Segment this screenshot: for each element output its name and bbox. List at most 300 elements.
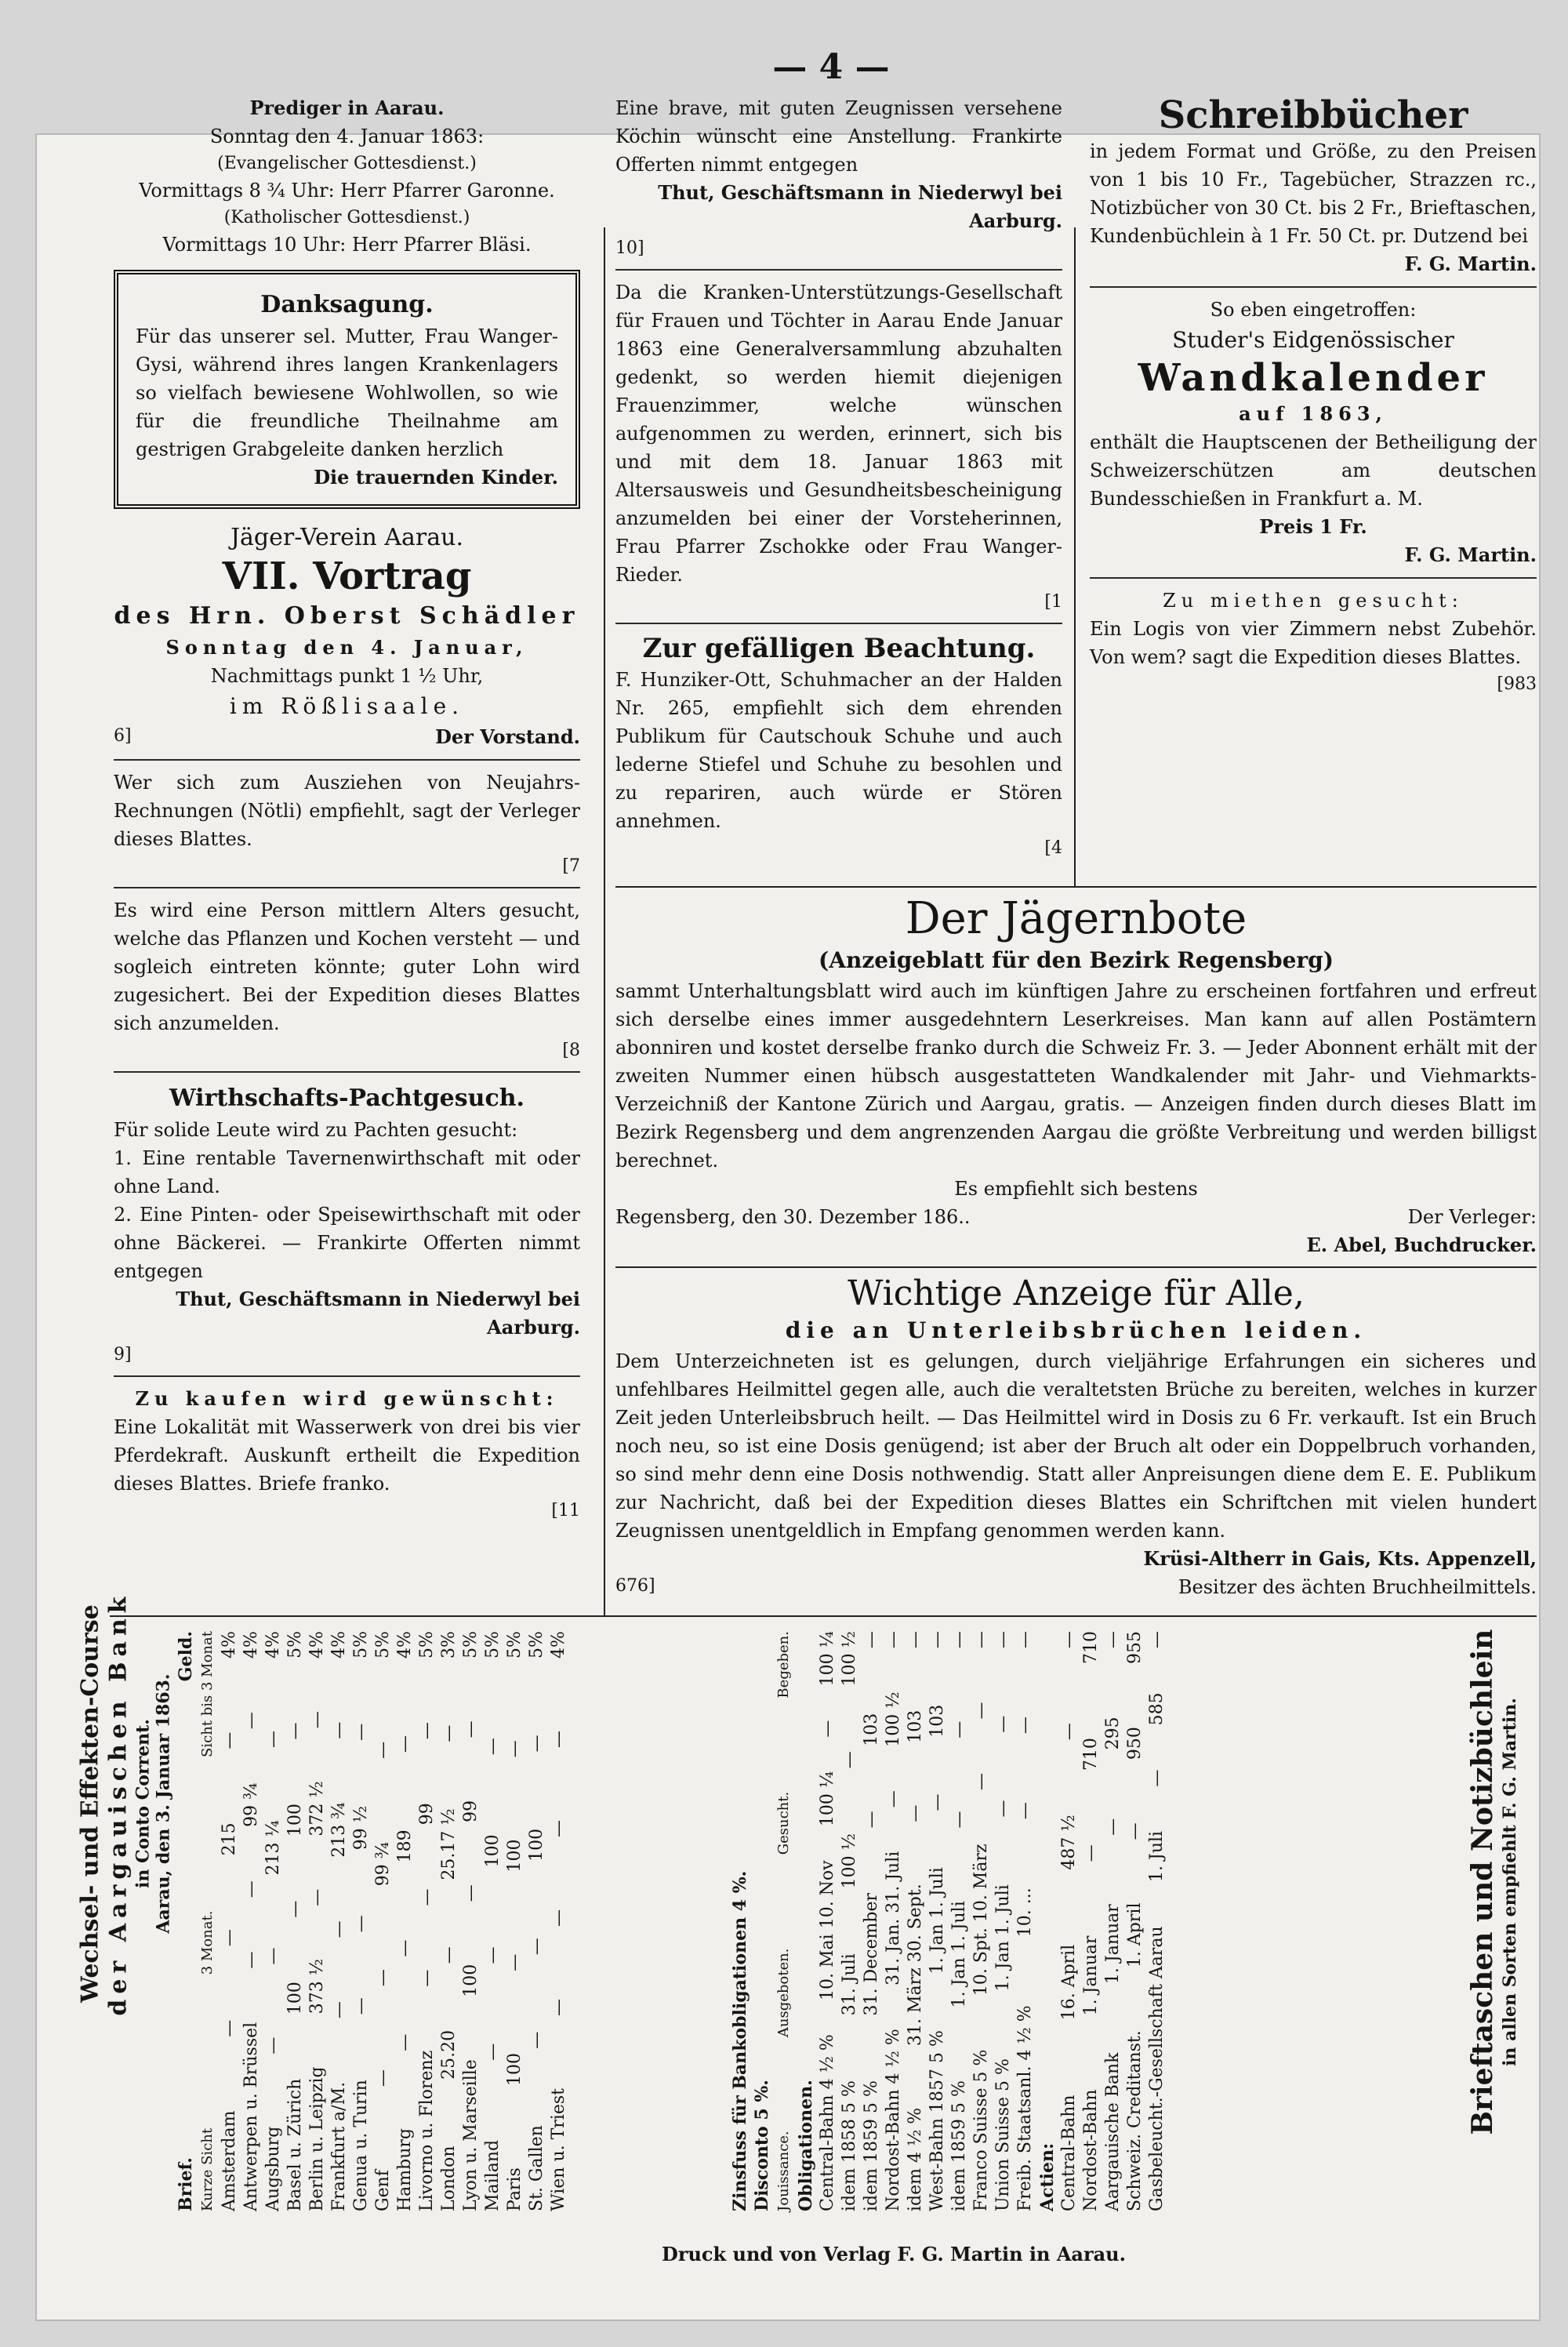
jaegerbote-ad	[615, 894, 1537, 1259]
rate-row-rate: 5%	[527, 1631, 546, 1659]
rate-row-brief_kurz: 100	[285, 1982, 305, 2015]
rate-row	[241, 1631, 263, 2211]
rate-row-place: London	[439, 2145, 459, 2211]
oblig-row-ges: —	[1015, 1717, 1035, 1735]
divider	[1090, 577, 1537, 579]
ad-number: 10]	[615, 238, 644, 258]
exchange-title: Wechsel- und Effekten-Course	[76, 1604, 104, 2003]
rate-row-brief_kurz: 25.20	[439, 2029, 459, 2080]
ad-number: 676]	[615, 1575, 655, 1596]
oblig-head-ges: Gesucht.	[775, 1791, 792, 1855]
rate-row-geld_3m: —	[373, 1741, 393, 1759]
actien-row-jouis: 1. Juli	[1147, 1830, 1167, 1882]
rate-row-rate: 4%	[220, 1631, 239, 1659]
actien-row-name: Schweiz. Creditanst.	[1125, 2030, 1145, 2211]
oblig-row-aus: —	[993, 1800, 1013, 1818]
rate-row-brief_3m: —	[483, 1946, 503, 1964]
rate-row-geld_sicht: 213 ¾	[329, 1802, 349, 1858]
calendar-sign: F. G. Martin.	[1404, 543, 1537, 567]
rate-row-rate: 4%	[549, 1631, 568, 1659]
sermon-title: Prediger in Aarau.	[249, 96, 445, 119]
jaegerbote-place-date: Regensberg, den 30. Dezember 186..	[615, 1206, 971, 1229]
buy-title: Zu kaufen wird gewünscht:	[135, 1387, 559, 1411]
rate-row-brief_kurz: —	[373, 2069, 393, 2087]
actien-row-ges: 295	[1103, 1717, 1123, 1750]
actien-row-name: Central-Bahn	[1059, 2094, 1079, 2211]
oblig-row	[905, 1631, 927, 2211]
rate-row-geld_3m: —	[329, 1721, 349, 1739]
rupture-sign: Krüsi-Altherr in Gais, Kts. Appenzell,	[1143, 1546, 1537, 1570]
rate-row-rate: 5%	[505, 1631, 524, 1659]
discount-rate: Disconto 5 %.	[752, 2080, 772, 2211]
ad-number: 9]	[114, 1345, 132, 1365]
exchange-date: Aarau, den 3. Januar 1863.	[154, 1673, 174, 1934]
rate-row-geld_sicht: 100	[285, 1804, 305, 1837]
oblig-row-name: idem 1859 5 %	[862, 2080, 881, 2211]
side-ad-sub: in allen Sorten empfiehlt	[1500, 1825, 1521, 2066]
rate-row-brief_kurz: —	[220, 2019, 239, 2037]
oblig-row-jouis: 31. December	[862, 1893, 881, 2016]
pacht-item-1: 1. Eine rentable Tavernenwirthschaft mit oder ohne Land.	[114, 1147, 580, 1198]
calendar-text: enthält die Hauptscenen der Betheiligung der Schweizerschützen am deutschen Bundesschießen in Frankfurt a. M.	[1090, 431, 1537, 510]
rate-row-geld_3m: —	[549, 1730, 568, 1748]
oblig-row-aus: —	[949, 1811, 969, 1829]
rate-row-place: Antwerpen u. Brüssel	[241, 2022, 261, 2211]
oblig-row-ges: 103	[862, 1713, 881, 1746]
section-rule	[615, 886, 1537, 888]
actien-title: Actien:	[1037, 2142, 1058, 2211]
oblig-row-jouis: 10. Spt. 10. März	[971, 1844, 991, 1996]
calendar-title: Wandkalender	[1138, 356, 1489, 401]
rate-row-geld_3m: —	[505, 1740, 524, 1758]
rate-row-place: Genf	[373, 2170, 393, 2211]
side-ad	[1466, 1629, 1521, 2135]
rate-row	[219, 1631, 241, 2211]
actien-row	[1102, 1631, 1124, 2211]
oblig-row-jouis: 10. Mai 10. Nov	[818, 1860, 837, 2000]
rate-row-geld_3m: —	[263, 1731, 283, 1749]
rate-row-brief_3m: —	[549, 1909, 568, 1927]
rate-row-geld_sicht: 99	[417, 1803, 437, 1826]
rate-row-brief_kurz: —	[417, 1969, 437, 1987]
rate-row-geld_3m: —	[351, 1723, 371, 1741]
pacht-intro: Für solide Leute wird zu Pachten gesucht:	[114, 1119, 518, 1142]
exchange-rate-table	[175, 1631, 570, 2211]
rent-title: Zu miethen gesucht:	[1163, 590, 1464, 612]
lecture-title: VII. Vortrag	[222, 554, 472, 598]
calendar-sub: Studer's Eidgenössischer	[1172, 327, 1454, 354]
rate-row-geld_3m: —	[527, 1735, 546, 1753]
rate-row-place: Mailand	[483, 2139, 503, 2211]
geld-label: Geld.	[176, 1631, 196, 1682]
rate-row-brief_3m: —	[373, 1969, 393, 1987]
rate-row-brief_3m: —	[263, 1947, 283, 1965]
rupture-ad	[615, 1274, 1537, 1601]
oblig-row-beg: 100 ½	[840, 1631, 859, 1687]
rate-row-rate: 5%	[373, 1631, 393, 1659]
actien-row-name: Gasbeleucht.-Gesellschaft Aarau	[1147, 1926, 1167, 2211]
oblig-row	[839, 1631, 861, 2211]
rate-row-geld_sicht: 100	[527, 1828, 546, 1862]
rate-row	[548, 1631, 570, 2211]
jaegerbote-title: Der Jägernbote	[905, 893, 1247, 944]
oblig-row	[927, 1631, 949, 2211]
actien-row-beg: —	[1059, 1631, 1079, 1649]
pacht-sign: Thut, Geschäftsmann in Niederwyl bei Aarburg.	[176, 1288, 580, 1339]
section-rule	[110, 1615, 1537, 1617]
side-ad-sign: F. G. Martin.	[1500, 1698, 1521, 1819]
actien-row-jouis: 1. Januar	[1081, 1935, 1101, 2016]
cook-sign: Thut, Geschäftsmann in Niederwyl bei Aarburg.	[658, 181, 1062, 232]
thanks-text: Für das unserer sel. Mutter, Frau Wanger-Gysi, während ihres langen Krankenlagers so vielfach bewiesene Wohlwollen, so wie für die freundliche Theilnahme am gestrigen Grabgeleite danken herzlich	[136, 325, 558, 460]
column-rule	[1074, 227, 1076, 886]
rate-row-place: Wien u. Triest	[549, 2088, 568, 2211]
rate-row	[416, 1631, 438, 2211]
oblig-row-ges: 100 ½	[884, 1691, 903, 1747]
cook-text: Eine brave, mit guten Zeugnissen versehene Köchin wünscht eine Anstellung. Frankirte Offerten nimmt entgegen	[615, 97, 1062, 176]
ad-number: [983	[1497, 674, 1537, 695]
actien-row-aus: —	[1125, 1822, 1145, 1840]
oblig-row-beg: —	[993, 1631, 1013, 1649]
rate-row-brief_3m: —	[285, 1900, 305, 1918]
rupture-text: Dem Unterzeichneten ist es gelungen, durch vieljährige Erfahrungen ein sicheres und unfehlbares Heilmittel gegen alle, auch die veraltetsten Brüche zu bereiten, welches in kurzer Zeit jeden Unterleibsbruch heilt. — Das Heilmittel wird in Dosis zu 6 Fr. verkauft. Ist ein Bruch noch neu, so ist eine Dosis genügend; ist aber der Bruch alt oder ein Doppelbruch vorhanden, so sind mehr denn eine Dosis nothwendig. Statt aller Anpreisungen diene dem E. E. Publikum zur Nachricht, daß bei der Expedition dieses Blattes ein Schriftchen mit vielen hundert Zeugnissen unentgeldlich in Empfang genommen werden kann.	[615, 1350, 1537, 1542]
rate-row-geld_3m: —	[395, 1735, 415, 1753]
oblig-row-beg: —	[862, 1631, 881, 1649]
sermon-kath-time: Vormittags 10 Uhr: Herr Pfarrer Bläsi.	[162, 234, 532, 256]
rate-row	[372, 1631, 394, 2211]
divider	[114, 887, 580, 888]
rate-row-brief_kurz: —	[351, 1997, 371, 2015]
oblig-row-aus: —	[971, 1772, 991, 1790]
oblig-row-jouis: 31. Jan. 31. Juli	[884, 1851, 903, 1986]
rate-row-place: Berlin u. Leipzig	[307, 2066, 327, 2211]
rupture-title: Wichtige Anzeige für Alle,	[848, 1273, 1305, 1313]
rate-row-brief_kurz: 373 ½	[307, 1958, 327, 2015]
brief-col-3m: 3 Monat.	[199, 1910, 216, 1975]
column-middle	[615, 94, 1062, 861]
imprint-footer: Druck und von Verlag F. G. Martin in Aarau.	[662, 2243, 1126, 2265]
oblig-row-name: idem 4 ½ %	[906, 2107, 925, 2211]
rate-row-geld_sicht: 99 ½	[351, 1805, 371, 1851]
rate-row-brief_kurz: —	[527, 2031, 546, 2049]
actien-row	[1146, 1631, 1168, 2211]
shoes-text: F. Hunziker-Ott, Schuhmacher an der Halden Nr. 265, empfiehlt sich dem ehrenden Publikum für Cautschouk Schuhe und auch lederne Stiefel und Schuhe zu besohlen und zu repariren, auch würde er Stören annehmen.	[615, 668, 1062, 832]
oblig-row-name: Franco Suisse 5 %	[971, 2049, 991, 2211]
rate-row-geld_3m: —	[439, 1724, 459, 1742]
oblig-row	[949, 1631, 971, 2211]
page-number: — 4 —	[772, 47, 890, 87]
rupture-sign-2: Besitzer des ächten Bruchheilmittels.	[1178, 1575, 1537, 1598]
rate-row-brief_3m: —	[505, 1953, 524, 1971]
oblig-row-ges: —	[971, 1702, 991, 1720]
oblig-row-beg: —	[884, 1631, 903, 1649]
oblig-head-aus: Ausgeboten.	[775, 1948, 792, 2038]
divider	[114, 759, 580, 761]
rate-row-brief_3m: —	[417, 1888, 437, 1906]
lecture-sign: Der Vorstand.	[435, 725, 580, 749]
oblig-row-name: West-Bahn 1857 5 %	[927, 2030, 947, 2211]
rate-row	[394, 1631, 416, 2211]
jaegerbote-recommend: Es empfiehlt sich bestens	[954, 1178, 1198, 1201]
rate-row	[482, 1631, 504, 2211]
rate-row-rate: 4%	[307, 1631, 327, 1659]
divider	[114, 1375, 580, 1377]
rate-row-geld_sicht: 215	[220, 1822, 239, 1856]
oblig-row-ges: —	[840, 1751, 859, 1769]
rate-row-geld_3m: —	[307, 1711, 327, 1729]
oblig-row-aus: —	[1015, 1802, 1035, 1820]
jaegerbote-publisher-label: Der Verleger:	[1407, 1206, 1537, 1229]
oblig-row-beg: —	[1015, 1631, 1035, 1649]
column-rule	[604, 227, 605, 1615]
rate-row-brief_kurz: 100	[461, 1964, 481, 1997]
books-sign: F. G. Martin.	[1404, 253, 1537, 276]
rate-row-brief_3m: —	[351, 1915, 371, 1933]
rate-row-place: Amsterdam	[220, 2110, 239, 2211]
rate-row-rate: 5%	[417, 1631, 437, 1659]
rate-row-brief_kurz: —	[329, 2001, 349, 2019]
club-name: Jäger-Verein Aarau.	[230, 524, 463, 551]
jaegerbote-subtitle: (Anzeigeblatt für den Bezirk Regensberg)	[818, 947, 1334, 974]
actien-row-jouis: 1. April	[1125, 1902, 1145, 1968]
oblig-row	[861, 1631, 883, 2211]
books-text: in jedem Format und Größe, zu den Preisen von 1 bis 10 Fr., Tagebücher, Strazzen rc., Notizbücher von 30 Ct. bis 2 Fr., Brieftaschen, Kundenbüchlein à 1 Fr. 50 Ct. pr. Dutzend bei	[1090, 140, 1537, 248]
actien-row-aus: —	[1103, 1818, 1123, 1836]
kasse-text: Da die Kranken-Unterstützungs-Gesellschaft für Frauen und Töchter in Aarau Ende Januar 1863 eine Generalversammlung abzuhalten gedenkt, so werden hiemit diejenigen Frauenzimmer, welche wünschen aufgenommen zu werden, erinnert, sich bis und mit dem 18. Januar 1863 mit Altersausweis und Gesundheitsbescheinigung anzumelden bei einer der Vorsteherinnen, Frau Pfarrer Zschokke oder Frau Wanger-Rieder.	[615, 282, 1062, 586]
oblig-row	[993, 1631, 1014, 2211]
rate-row	[350, 1631, 372, 2211]
actien-row-name: Aargauische Bank	[1103, 2052, 1123, 2211]
oblig-row-jouis: 10. ...	[1015, 1887, 1035, 1938]
ad-number: [4	[1044, 837, 1062, 858]
section-rule	[615, 1266, 1537, 1268]
oblig-row-beg: —	[949, 1631, 969, 1648]
oblig-row	[1014, 1631, 1036, 2211]
oblig-row-aus: —	[906, 1804, 925, 1822]
rate-row	[526, 1631, 548, 2211]
jaegerbote-text: sammt Unterhaltungsblatt wird auch im künftigen Jahre zu erscheinen fortfahren und erfreut sich derselbe eines immer ausgedehntern Leserkreises. Man kann auf allen Postämtern abonniren und kostet derselbe franko durch die Schweiz Fr. 3. — Jeder Abonnent erhält mit der zweiten Nummer einen hübsch ausgestatteten Wandkalender mit Jahr- und Viehmarkts-Verzeichniß der Kantone Zürich und Aargau, gratis. — Anzeigen finden durch dieses Blatt im Bezirk Regensberg und dem angrenzenden Aargau die größte Verbreitung und werden billigst berechnet.	[615, 980, 1537, 1172]
rate-row	[285, 1631, 307, 2211]
rate-row-geld_sicht: 213 ¼	[263, 1820, 283, 1876]
rate-row-geld_3m: —	[285, 1722, 305, 1740]
rate-row-rate: 4%	[241, 1631, 261, 1659]
rate-row	[328, 1631, 350, 2211]
calendar-price: Preis 1 Fr.	[1259, 515, 1367, 539]
oblig-row-ges: 103	[927, 1704, 947, 1738]
oblig-row-name: Union Suisse 5 %	[993, 2058, 1013, 2211]
actien-row-beg: 955	[1125, 1631, 1145, 1664]
actien-row	[1080, 1631, 1102, 2211]
oblig-head-jouis: Jouissance.	[775, 2131, 792, 2211]
rate-row-brief_kurz: —	[263, 2036, 283, 2055]
rate-row-geld_3m: —	[220, 1731, 239, 1749]
rate-row-brief_3m: —	[220, 1929, 239, 1947]
divider	[615, 269, 1062, 271]
sermon-ev-time: Vormittags 8 ¾ Uhr: Herr Pfarrer Garonne.	[139, 180, 555, 202]
rate-row-place: Genua u. Turin	[351, 2080, 371, 2211]
rate-row-place: Paris	[505, 2167, 524, 2211]
ad-person: Es wird eine Person mittlern Alters gesucht, welche das Pflanzen und Kochen versteht — und sogleich eintreten könnte; guter Lohn wird zugesichert. Bei der Expedition dieses Blattes sich anzumelden.	[114, 899, 580, 1035]
actien-row-jouis: 1. Januar	[1103, 1904, 1123, 1985]
rate-row-place: Lyon u. Marseille	[461, 2059, 481, 2211]
sermon-kath: (Katholischer Gottesdienst.)	[223, 208, 470, 227]
jaegerbote-publisher: E. Abel, Buchdrucker.	[1306, 1233, 1537, 1257]
rate-row-rate: 5%	[285, 1631, 305, 1659]
oblig-row-jouis: 1. Jan 1. Juli	[993, 1884, 1013, 1992]
pacht-title: Wirthschafts-Pachtgesuch.	[169, 1084, 524, 1113]
actien-row-aus: —	[1147, 1769, 1167, 1787]
actien-row-ges: 950	[1125, 1727, 1145, 1760]
sermon-date: Sonntag den 4. Januar 1863:	[209, 125, 485, 147]
actien-row-beg: —	[1147, 1631, 1167, 1649]
actien-row-ges: —	[1059, 1723, 1079, 1741]
actien-row-beg: 710	[1081, 1631, 1101, 1665]
rate-row-geld_sicht: 100	[483, 1834, 503, 1868]
rate-row-geld_3m: —	[461, 1720, 481, 1738]
rate-row-brief_kurz: —	[241, 1951, 261, 1969]
brief-label: Brief.	[176, 2157, 196, 2211]
actien-row	[1124, 1631, 1146, 2211]
rate-row-geld_sicht: 372 ½	[307, 1781, 327, 1837]
rate-row-rate: 4%	[395, 1631, 415, 1659]
actien-row-beg: —	[1103, 1631, 1123, 1649]
buy-text: Eine Lokalität mit Wasserwerk von drei bis vier Pferdekraft. Auskunft ertheilt die Expedition dieses Blattes. Briefe franko.	[114, 1416, 580, 1495]
rate-row-geld_sicht: 99 ¾	[241, 1782, 261, 1827]
shoes-title: Zur gefälligen Beachtung.	[642, 633, 1036, 664]
exchange-title-block	[77, 1591, 175, 2015]
rate-row-brief_3m: —	[395, 1939, 415, 1957]
actien-row	[1058, 1631, 1080, 2211]
pacht-item-2: 2. Eine Pinten- oder Speisewirthschaft mit oder ohne Bäckerei. — Frankirte Offerten nimmt entgegen	[114, 1204, 580, 1283]
rate-row-rate: 4%	[329, 1631, 349, 1659]
actien-row-aus: 487 ½	[1059, 1815, 1079, 1870]
oblig-row-beg: 100 ¼	[818, 1631, 837, 1687]
oblig-title: Obligationen.	[796, 2080, 816, 2211]
lecture-speaker: des Hrn. Oberst Schädler	[114, 602, 580, 630]
rate-row-brief_3m: —	[461, 1884, 481, 1902]
oblig-row-aus: —	[884, 1790, 903, 1808]
rate-row	[263, 1631, 285, 2211]
securities-table	[729, 1631, 1168, 2211]
oblig-row-jouis: 1. Jan 1. Juli	[927, 1867, 947, 1975]
rupture-subtitle: die an Unterleibsbrüchen leiden.	[785, 1317, 1367, 1343]
column-right	[1090, 94, 1537, 697]
rate-row-place: Augsburg	[263, 2126, 283, 2211]
rate-row-geld_sicht: 189	[395, 1829, 415, 1863]
oblig-row-ges: —	[993, 1715, 1013, 1733]
rate-row-brief_3m: —	[241, 1880, 261, 1898]
actien-row-ges: 585	[1147, 1692, 1167, 1726]
divider	[1090, 286, 1537, 288]
lecture-place: im Rößlisaale.	[229, 693, 465, 720]
lecture-time: Nachmittags punkt 1 ½ Uhr,	[210, 665, 484, 688]
oblig-row-beg: —	[927, 1631, 947, 1649]
oblig-row-name: Freib. Staatsanl. 4 ½ %	[1015, 2005, 1035, 2211]
geld-col-sicht: Sicht bis 3 Monat	[199, 1631, 216, 1757]
oblig-row-aus: —	[927, 1793, 947, 1811]
oblig-row	[817, 1631, 839, 2211]
divider	[615, 623, 1062, 624]
oblig-row-aus: 100 ½	[840, 1833, 859, 1889]
rate-row-rate: 5%	[351, 1631, 371, 1659]
rate-row-place: Frankfurt a/M.	[329, 2081, 349, 2211]
oblig-row-ges: —	[949, 1720, 969, 1738]
thanks-sign: Die trauernden Kinder.	[314, 466, 558, 489]
rate-row-place: St. Gallen	[527, 2125, 546, 2211]
oblig-row-aus: —	[862, 1811, 881, 1829]
rate-row-geld_3m: —	[241, 1712, 261, 1730]
rate-row	[438, 1631, 460, 2211]
rate-row-geld_sicht: 99 ¾	[373, 1841, 393, 1887]
oblig-row-jouis: 31. Juli	[840, 1953, 859, 2016]
oblig-row-aus: 100 ¼	[818, 1771, 837, 1827]
books-title: Schreibbücher	[1158, 93, 1468, 137]
rate-row-brief_3m: —	[329, 1920, 349, 1938]
side-ad-title: Brieftaschen und Notizbüchlein	[1466, 1629, 1500, 2135]
rate-row	[504, 1631, 526, 2211]
lecture-date: Sonntag den 4. Januar,	[165, 636, 528, 659]
ad-newyear: Wer sich zum Ausziehen von Neujahrs-Rechnungen (Nötli) empfiehlt, sagt der Verleger dieses Blattes.	[114, 772, 580, 851]
exchange-title-3: in Conto Corrent.	[132, 1719, 154, 1888]
actien-row-aus: —	[1081, 1844, 1101, 1862]
rate-row-place: Basel u. Zürich	[285, 2078, 305, 2211]
rate-row	[307, 1631, 328, 2211]
brief-col-kurz: Kurze Sicht	[199, 2127, 216, 2211]
oblig-row-name: idem 1858 5 %	[840, 2080, 859, 2211]
column-left	[114, 94, 580, 1524]
rate-row-rate: 5%	[483, 1631, 503, 1659]
oblig-head-beg: Begeben.	[775, 1631, 792, 1698]
oblig-row-jouis: 1. Jan 1. Juli	[949, 1901, 969, 2008]
oblig-row-jouis: 31. März 30. Sept.	[906, 1884, 925, 2047]
sermon-ev: (Evangelischer Gottesdienst.)	[217, 154, 477, 173]
oblig-row-name: idem 1859 5 %	[949, 2080, 969, 2211]
actien-row-jouis: 16. April	[1059, 1944, 1079, 2021]
oblig-row-name: Nordost-Bahn 4 ½ %	[884, 2029, 903, 2211]
rate-row-place: Hamburg	[395, 2127, 415, 2211]
rate-row-geld_3m: —	[417, 1722, 437, 1740]
ad-number: 6]	[114, 726, 132, 747]
thanks-box	[114, 270, 580, 509]
rate-row-rate: 4%	[263, 1631, 283, 1659]
ad-number: [8	[562, 1041, 580, 1061]
oblig-row-ges: —	[818, 1720, 837, 1738]
oblig-row-beg: —	[906, 1631, 925, 1648]
ad-number: [7	[562, 856, 580, 877]
oblig-row-beg: —	[971, 1631, 991, 1649]
interest-rate: Zinsfuss für Bankobligationen 4 %.	[730, 1870, 750, 2211]
oblig-row-name: Central-Bahn 4 ½ %	[818, 2034, 837, 2211]
calendar-intro: So eben eingetroffen:	[1210, 299, 1417, 322]
rate-row-rate: 5%	[461, 1631, 481, 1659]
rate-row-brief_3m: —	[527, 1938, 546, 1956]
rate-row-geld_sicht: —	[549, 1819, 568, 1837]
rate-row-brief_3m: —	[307, 1888, 327, 1906]
rate-row-brief_3m: —	[439, 1946, 459, 1964]
rate-row-place: Livorno u. Florenz	[417, 2050, 437, 2211]
rate-row-brief_kurz: —	[549, 1999, 568, 2016]
thanks-title: Danksagung.	[260, 291, 434, 318]
rate-row-geld_sicht: 100	[505, 1839, 524, 1873]
rent-text: Ein Logis von vier Zimmern nebst Zubehör. Von wem? sagt die Expedition dieses Blattes.	[1090, 618, 1537, 669]
rate-row	[460, 1631, 482, 2211]
rate-row-brief_kurz: —	[483, 2043, 503, 2061]
rate-row-geld_sicht: 25.17 ½	[439, 1808, 459, 1880]
ad-number: [11	[551, 1501, 580, 1521]
rate-row-geld_sicht: 99	[461, 1800, 481, 1822]
actien-row-ges: 710	[1081, 1738, 1101, 1771]
rate-row-rate: 3%	[439, 1631, 459, 1659]
